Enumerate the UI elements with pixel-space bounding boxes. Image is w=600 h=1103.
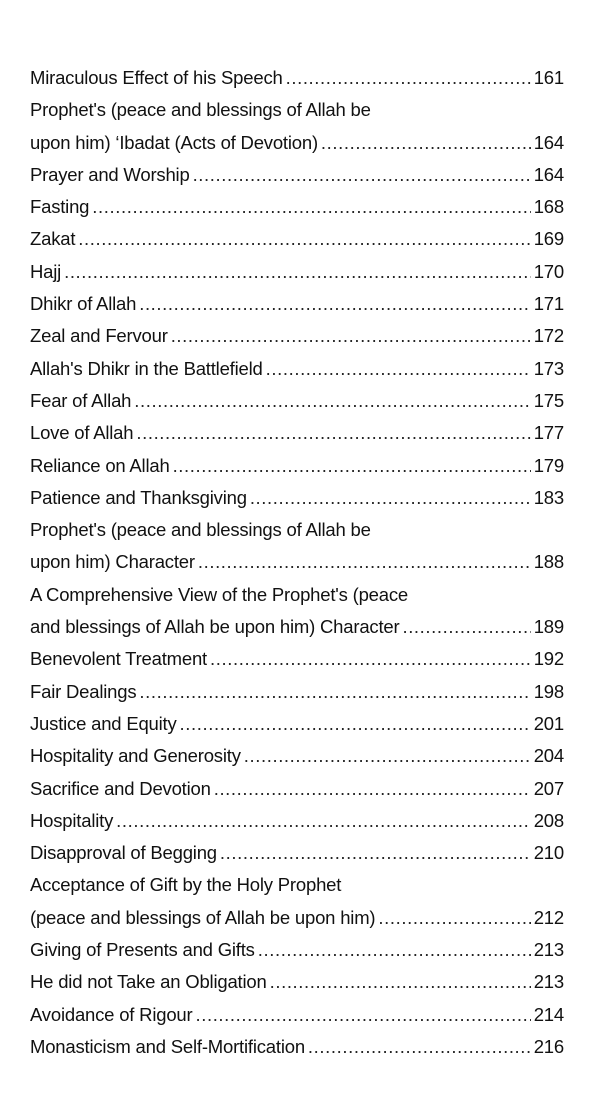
toc-entry <box>30 546 564 578</box>
toc-entry-page-number: 198 <box>533 680 564 702</box>
toc-entry-title: Dhikr of Allah <box>30 293 137 315</box>
dot-leader <box>308 1031 531 1063</box>
dot-leader <box>286 62 531 94</box>
toc-entry-title: Monasticism and Self-Mortification <box>30 1035 305 1057</box>
toc-entry <box>30 837 564 869</box>
toc-entry <box>30 773 564 805</box>
toc-entry-page-number: 216 <box>533 1035 564 1057</box>
dot-leader <box>195 999 530 1031</box>
toc-entry-title: Disapproval of Begging <box>30 842 217 864</box>
dot-leader <box>198 546 531 578</box>
toc-entry <box>30 902 564 934</box>
toc-entry-title: Reliance on Allah <box>30 454 170 476</box>
toc-entry <box>30 191 564 223</box>
dot-leader <box>139 676 530 708</box>
toc-entry <box>30 708 564 740</box>
toc-entry-page-number: 201 <box>533 712 564 734</box>
toc-entry-continued <box>30 514 564 546</box>
toc-entry-page-number: 183 <box>533 486 564 508</box>
toc-entry <box>30 320 564 352</box>
toc-entry <box>30 1031 564 1063</box>
toc-entry-title: Prophet's (peace and blessings of Allah be <box>30 519 371 541</box>
dot-leader <box>402 611 530 643</box>
toc-entry-title: Patience and Thanksgiving <box>30 486 247 508</box>
toc-entry-page-number: 173 <box>533 357 564 379</box>
toc-entry-title: upon him) Character <box>30 551 195 573</box>
dot-leader <box>244 740 531 772</box>
toc-entry-page-number: 188 <box>533 551 564 573</box>
toc-entry-title: Benevolent Treatment <box>30 648 207 670</box>
dot-leader <box>270 966 531 998</box>
toc-entry <box>30 353 564 385</box>
toc-entry-title: Hospitality <box>30 809 114 831</box>
toc-entry-page-number: 207 <box>533 777 564 799</box>
toc-entry-page-number: 169 <box>533 228 564 250</box>
toc-entry-title: (peace and blessings of Allah be upon him) <box>30 906 376 928</box>
toc-entry-title: Prayer and Worship <box>30 163 190 185</box>
toc-entry-title: Sacrifice and Devotion <box>30 777 211 799</box>
dot-leader <box>173 450 531 482</box>
toc-entry-continued <box>30 579 564 611</box>
toc-entry-title: Zakat <box>30 228 76 250</box>
toc-entry <box>30 999 564 1031</box>
toc-entry-title: Justice and Equity <box>30 712 177 734</box>
toc-entry <box>30 127 564 159</box>
toc-entry <box>30 934 564 966</box>
toc-entry <box>30 450 564 482</box>
toc-entry-title: Miraculous Effect of his Speech <box>30 67 283 88</box>
toc-entry <box>30 288 564 320</box>
toc-entry <box>30 611 564 643</box>
dot-leader <box>116 805 531 837</box>
toc-entry-page-number: 175 <box>533 389 564 411</box>
dot-leader <box>139 288 531 320</box>
toc-entry-title: Zeal and Fervour <box>30 325 168 347</box>
toc-entry-page-number: 164 <box>533 163 564 185</box>
toc-entry <box>30 482 564 514</box>
dot-leader <box>180 708 531 740</box>
dot-leader <box>220 837 531 869</box>
toc-entry-page-number: 212 <box>533 906 564 928</box>
table-of-contents <box>30 62 564 1063</box>
toc-entry-page-number: 213 <box>533 971 564 993</box>
dot-leader <box>92 191 530 223</box>
toc-entry <box>30 62 564 94</box>
dot-leader <box>134 385 530 417</box>
toc-entry <box>30 159 564 191</box>
toc-entry <box>30 417 564 449</box>
toc-entry-title: Acceptance of Gift by the Holy Prophet <box>30 874 342 896</box>
toc-entry-title: Hajj <box>30 260 62 282</box>
toc-entry-page-number: 210 <box>533 842 564 864</box>
toc-entry-page-number: 189 <box>533 616 564 638</box>
dot-leader <box>266 353 531 385</box>
toc-entry-title: Fasting <box>30 196 90 218</box>
toc-entry-title: upon him) ‘Ibadat (Acts of Devotion) <box>30 131 318 153</box>
toc-entry <box>30 223 564 255</box>
toc-entry-title: Prophet's (peace and blessings of Allah be <box>30 99 371 121</box>
toc-entry-title: Allah's Dhikr in the Battlefield <box>30 357 263 379</box>
toc-entry-title: Love of Allah <box>30 422 134 444</box>
toc-entry-page-number: 168 <box>533 196 564 218</box>
toc-entry-continued <box>30 869 564 901</box>
toc-entry-title: Giving of Presents and Gifts <box>30 939 255 961</box>
toc-entry-page-number: 161 <box>533 67 564 88</box>
dot-leader <box>136 417 530 449</box>
toc-entry-page-number: 164 <box>533 131 564 153</box>
toc-entry-continued <box>30 94 564 126</box>
dot-leader <box>64 256 531 288</box>
dot-leader <box>250 482 531 514</box>
toc-entry-page-number: 179 <box>533 454 564 476</box>
toc-entry <box>30 385 564 417</box>
dot-leader <box>78 223 530 255</box>
toc-entry-title: and blessings of Allah be upon him) Character <box>30 616 400 638</box>
toc-entry-page-number: 214 <box>533 1003 564 1025</box>
toc-entry-page-number: 204 <box>533 745 564 767</box>
toc-entry <box>30 740 564 772</box>
toc-entry <box>30 256 564 288</box>
toc-entry-page-number: 208 <box>533 809 564 831</box>
toc-entry-page-number: 177 <box>533 422 564 444</box>
toc-entry-page-number: 192 <box>533 648 564 670</box>
dot-leader <box>210 643 531 675</box>
toc-entry-title: Hospitality and Generosity <box>30 745 241 767</box>
toc-entry-page-number: 213 <box>533 939 564 961</box>
toc-entry <box>30 643 564 675</box>
dot-leader <box>171 320 531 352</box>
toc-entry-page-number: 170 <box>533 260 564 282</box>
toc-entry-page-number: 172 <box>533 325 564 347</box>
toc-entry <box>30 966 564 998</box>
toc-entry <box>30 805 564 837</box>
dot-leader <box>193 159 531 191</box>
toc-entry <box>30 676 564 708</box>
toc-entry-title: Avoidance of Rigour <box>30 1003 193 1025</box>
dot-leader <box>321 127 531 159</box>
toc-entry-title: Fair Dealings <box>30 680 137 702</box>
toc-entry-page-number: 171 <box>533 293 564 315</box>
toc-entry-title: A Comprehensive View of the Prophet's (peace <box>30 583 408 605</box>
toc-entry-title: Fear of Allah <box>30 389 132 411</box>
dot-leader <box>258 934 531 966</box>
toc-entry-title: He did not Take an Obligation <box>30 971 267 993</box>
dot-leader <box>378 902 530 934</box>
dot-leader <box>214 773 531 805</box>
